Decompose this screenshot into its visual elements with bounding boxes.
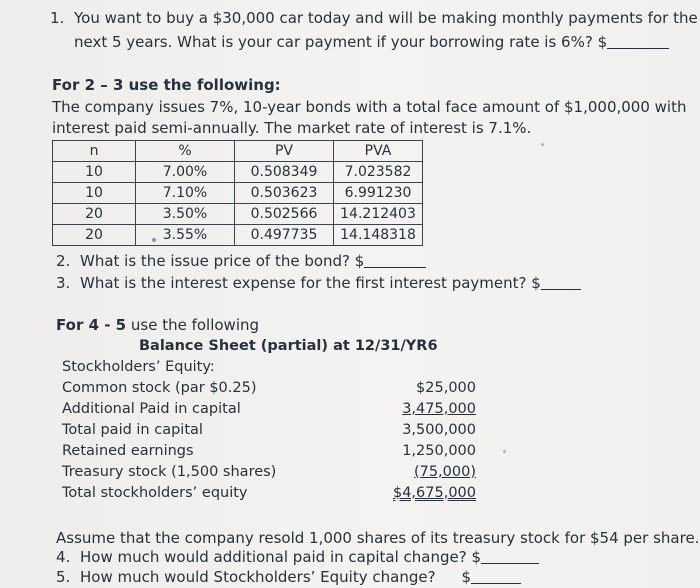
balance-sheet-value: 3,500,000	[402, 422, 476, 438]
balance-sheet-value: $25,000	[416, 380, 476, 396]
table-cell: 6.991230	[334, 183, 423, 204]
table-cell: 14.212403	[334, 204, 423, 225]
balance-sheet-value: 3,475,000	[402, 401, 476, 417]
balance-sheet-value: (75,000)	[413, 464, 476, 480]
question-1-number: 1.	[50, 9, 65, 27]
balance-sheet-row	[62, 378, 476, 398]
table-cell: 3.55%	[136, 225, 235, 246]
table-row	[53, 183, 423, 204]
answer-blank-2[interactable]	[364, 253, 426, 268]
stray-mark	[503, 450, 506, 453]
question-3-text: What is the interest expense for the first interest payment? $	[80, 274, 541, 292]
table-cell: 0.503623	[235, 183, 334, 204]
table-header-row	[53, 141, 423, 162]
balance-sheet-label: Retained earnings	[62, 443, 194, 459]
table-cell: 0.497735	[235, 225, 334, 246]
question-5-number: 5.	[56, 568, 71, 586]
balance-sheet-label: Total stockholders’ equity	[62, 485, 248, 501]
table-cell: 7.023582	[334, 162, 423, 183]
question-2-text: What is the issue price of the bond? $	[80, 252, 365, 270]
stockholders-equity-heading: Stockholders’ Equity:	[62, 359, 215, 375]
balance-sheet-label: Total paid in capital	[62, 422, 203, 438]
question-1-line-1: You want to buy a $30,000 car today and will be making monthly payments for the	[74, 9, 698, 27]
balance-sheet-row	[62, 462, 476, 482]
balance-sheet-label: Common stock (par $0.25)	[62, 380, 257, 396]
table-cell: 10	[53, 183, 136, 204]
answer-blank-4[interactable]	[481, 549, 539, 564]
table-cell: 20	[53, 204, 136, 225]
answer-blank-5[interactable]	[471, 569, 521, 584]
balance-sheet-value: $4,675,000	[392, 485, 476, 501]
question-5-text: How much would Stockholders’ Equity change?	[80, 568, 436, 586]
table-cell: 0.508349	[235, 162, 334, 183]
section-4-5-heading	[56, 314, 259, 336]
answer-blank-1[interactable]	[607, 34, 669, 49]
table-cell: 7.10%	[136, 183, 235, 204]
section-2-3-heading: For 2 – 3 use the following:	[52, 76, 281, 94]
question-1-line-2-wrap	[74, 31, 669, 53]
table-row	[53, 162, 423, 183]
section-2-3-line-1: The company issues 7%, 10-year bonds with a total face amount of $1,000,000 with	[52, 98, 687, 116]
balance-sheet-title: Balance Sheet (partial) at 12/31/YR6	[139, 338, 438, 354]
section-4-5-heading-bold: For 4 - 5	[56, 316, 127, 334]
section-4-5-heading-rest: use the following	[126, 316, 260, 334]
question-4-number: 4.	[56, 548, 71, 566]
table-header-pva: PVA	[334, 141, 423, 162]
table-row	[53, 204, 423, 225]
balance-sheet-label: Additional Paid in capital	[62, 401, 241, 417]
balance-sheet-label: Treasury stock (1,500 shares)	[62, 464, 277, 480]
balance-sheet-row	[62, 399, 476, 419]
answer-blank-3[interactable]	[541, 275, 581, 290]
table-header-rate: %	[136, 141, 235, 162]
stray-mark	[541, 143, 544, 146]
table-header-pv: PV	[235, 141, 334, 162]
assumption-text: Assume that the company resold 1,000 shares of its treasury stock for $54 per share.	[56, 529, 700, 547]
question-4-text: How much would additional paid in capital change? $	[80, 548, 482, 566]
question-1	[50, 7, 698, 29]
present-value-table	[52, 140, 423, 246]
table-header-n: n	[53, 141, 136, 162]
table-cell: 3.50%	[136, 204, 235, 225]
question-1-line-2: next 5 years. What is your car payment if your borrowing rate is 6%? $	[74, 33, 608, 51]
table-cell: 10	[53, 162, 136, 183]
table-cell: 7.00%	[136, 162, 235, 183]
question-2	[56, 250, 426, 272]
table-row	[53, 225, 423, 246]
table-cell: 20	[53, 225, 136, 246]
question-3	[56, 272, 581, 294]
section-2-3-line-2: interest paid semi-annually. The market rate of interest is 7.1%.	[52, 119, 532, 137]
table-cell: 14.148318	[334, 225, 423, 246]
question-5-dollar: $	[461, 568, 472, 586]
balance-sheet-row	[62, 483, 476, 503]
stray-mark	[152, 238, 156, 242]
question-2-number: 2.	[56, 252, 71, 270]
question-4	[56, 546, 539, 568]
balance-sheet-row	[62, 441, 476, 461]
table-cell: 0.502566	[235, 204, 334, 225]
question-3-number: 3.	[56, 274, 71, 292]
question-5	[56, 566, 521, 588]
balance-sheet-row	[62, 420, 476, 440]
balance-sheet-value: 1,250,000	[402, 443, 476, 459]
